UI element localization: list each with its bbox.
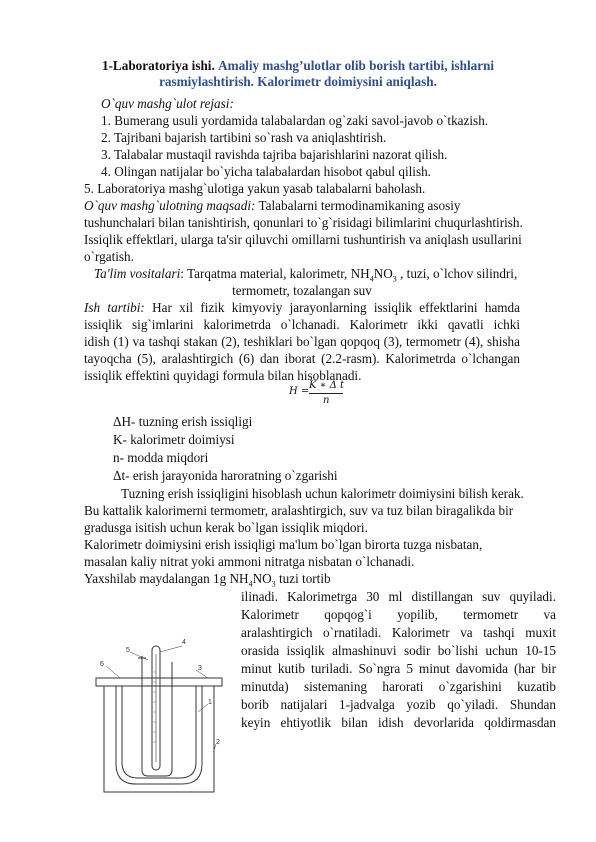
procedure-line-2: issiqlik sig`imlarini kalorimetrda o`lchanadi. Kalorimetr ikki qavatli ichki xyxy=(84,317,520,332)
figure-label-6: 6 xyxy=(100,661,104,668)
goal-text-1: Talabalarni termodinamikaning asosiy xyxy=(255,198,461,213)
calorimeter-figure xyxy=(90,632,230,800)
definition-n: n- modda miqdori xyxy=(113,450,209,465)
right-line-4: orasida issiqlik almashinuvi sodir bo`lishi uchun 10-15 xyxy=(241,643,556,658)
stirrer xyxy=(142,656,172,776)
figure-label-4: 4 xyxy=(182,639,186,646)
paragraph2-line-4: Kalorimetr doimiysini erish issiqligi ma'lum bo`lgan birorta tuzga nisbatan, xyxy=(84,537,483,552)
goal-label: O`quv mashg`ulotning maqsadi: xyxy=(84,198,256,213)
lid xyxy=(96,678,222,686)
plan-item-4: 4. Olingan natijalar bo`yicha talabalardan hisobot qabul qilish. xyxy=(101,164,431,179)
plan-item-2: 2. Tajribani bajarish tartibini so`rash va aniqlashtirish. xyxy=(101,130,387,145)
procedure-line-4: tayoqcha (5), aralashtirgich (6) dan iborat (2.2-rasm). Kalorimetrda o`lchangan xyxy=(84,351,520,366)
plan-item-1: 1. Bumerang usuli yordamida talabalardan og`zaki savol-javob o`tkazish. xyxy=(101,113,489,128)
formula-lhs: H = xyxy=(289,386,310,397)
figure-label-5: 5 xyxy=(126,647,130,654)
paragraph2-line-3: gradusga isitish uchun kerak bo`lgan issiqlik miqdori. xyxy=(84,520,368,535)
goal-line-2: tushunchalari bilan tanishtirish, qonunlari to`g`risidagi bilimlarini chuqurlashtirish. xyxy=(84,215,523,230)
definition-dt: Δt- erish jarayonida haroratning o`zgarishi xyxy=(113,468,338,483)
plan-heading: O`quv mashg`ulot rejasi: xyxy=(101,96,234,111)
means-line-1: Ta'lim vositalari: Tarqatma material, kalorimetr, $NH_4NO_3$ , tuzi, o`lchov silindri, xyxy=(94,266,518,284)
goal-line-3: Issiqlik effektlari, ularga ta'sir qiluvchi omillarni tushuntirish va aniqlash usullarini xyxy=(84,232,522,247)
procedure-line-3: idish (1) va tashqi stakan (2), teshiklari bo`lgan qopqoq (3), termometr (4), shisha xyxy=(84,334,520,349)
formula-numerator: K ∗ Δ t xyxy=(309,380,345,391)
means-line-2: termometr, tozalangan suv xyxy=(232,283,372,298)
procedure-line-5: issiqlik effektini quyidagi formula bilan hisoblanadi. xyxy=(84,368,362,383)
plan-item-3: 3. Talabalar mustaqil ravishda tajriba bajarishlarini nazorat qilish. xyxy=(101,147,448,162)
means-label: Ta'lim vositalari xyxy=(94,266,181,281)
formula-fraction-bar xyxy=(309,393,343,394)
procedure-line-1: Ish tartibi: Har xil fizik kimyoviy jarayonlarning issiqlik effektlarini hamda xyxy=(84,300,521,315)
title-line1: Amaliy mashg’ulotlar olib borish tartibi, ishlarni xyxy=(218,58,495,73)
inner-vessel-inner-wall xyxy=(122,686,196,778)
right-line-6: minutda) sistemaning harorati o`zgarishini kuzatib xyxy=(241,679,556,694)
paragraph2-line-2: Bu kattalik kalorimerni termometr, aralashtirgich, suv va tuz bilan biragalikda bir xyxy=(84,503,514,518)
formula-denominator: n xyxy=(323,395,330,406)
definition-k: K- kalorimetr doimiysi xyxy=(113,432,235,447)
title-lead: 1-Laboratoriya ishi. xyxy=(101,58,215,73)
figure-label-3: 3 xyxy=(198,665,202,672)
paragraph2-line-5: masalan kaliy nitrat yoki ammoni nitratga nisbatan o`lchanadi. xyxy=(84,554,415,569)
right-line-8: keyin ehtiyotlik bilan idish devorlarida qoldirmasdan xyxy=(241,715,556,730)
figure-label-2: 2 xyxy=(216,739,220,746)
right-line-5: minut kutib turiladi. So`ngra 5 minut davomida (har bir xyxy=(241,661,556,676)
figure-label-1: 1 xyxy=(208,699,212,706)
title-line2: rasmiylashtirish. Kalorimetr doimiysini aniqlash. xyxy=(159,74,437,89)
page-title xyxy=(80,58,516,74)
goal-line-1 xyxy=(84,198,460,214)
right-line-2: Kalorimetr qopqog`i yopilib, termometr va xyxy=(241,607,556,622)
plan-item-5: 5. Laboratoriya mashg`ulotiga yakun yasab talabalarni baholash. xyxy=(84,181,426,196)
paragraph2-line-1: Tuzning erish issiqligini hisoblash uchun kalorimetr doimiysini bilish kerak. xyxy=(121,486,524,501)
definition-dh: ΔH- tuzning erish issiqligi xyxy=(113,414,253,429)
goal-line-4: o`rgatish. xyxy=(84,249,134,264)
right-line-7: borib natijalari 1-jadvalga yozib qo`yiladi. Shundan xyxy=(241,697,556,712)
right-line-3: aralashtirgich o`rnatiladi. Kalorimetr va tashqi muxit xyxy=(241,625,556,640)
right-line-1: ilinadi. Kalorimetrga 30 ml distillangan suv quyiladi. xyxy=(241,589,556,604)
paragraph2-line-6: Yaxshilab maydalangan 1g $NH_4NO_3$ tuzi tortib xyxy=(84,571,331,589)
